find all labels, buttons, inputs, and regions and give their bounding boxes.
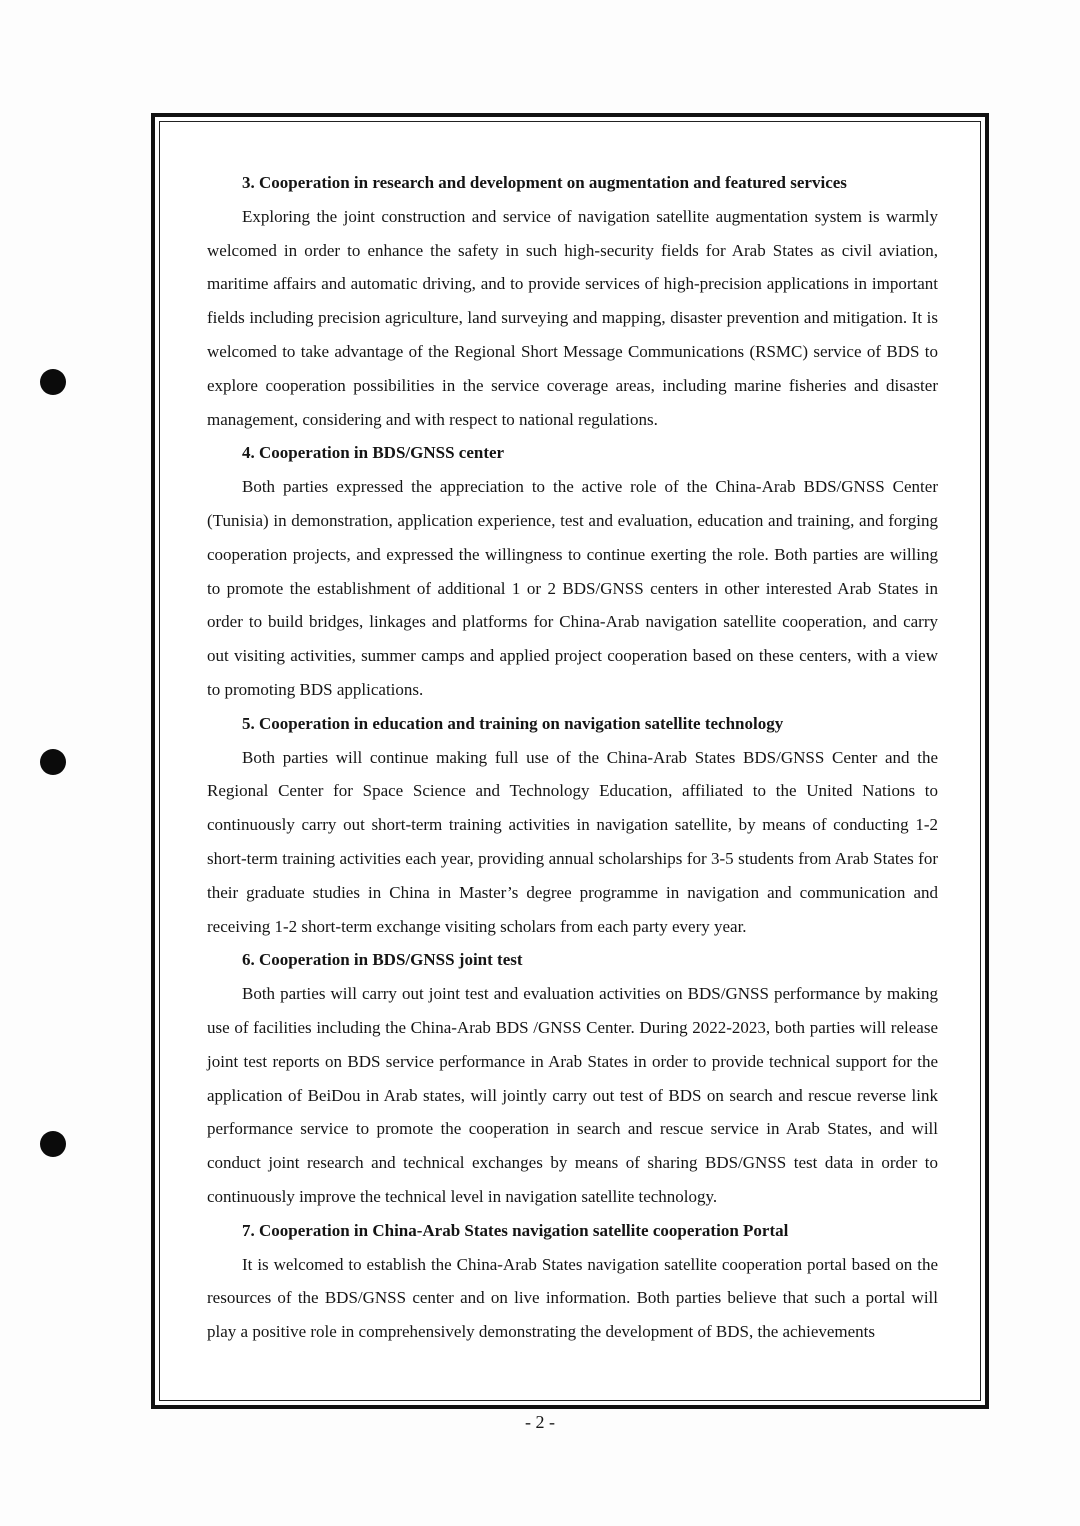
section-heading: 4. Cooperation in BDS/GNSS center [242,443,505,463]
section-heading: 6. Cooperation in BDS/GNSS joint test [242,950,523,970]
section-paragraph: Both parties will carry out joint test and evaluation activities on BDS/GNSS performance by making use of facilities including the China-Arab BDS /GNSS Center. During 2022-2023, both parties will release joint test reports on BDS service performance in Arab States in order to provide technical support for the application of BeiDou in Arab states, will jointly carry out test of BDS on search and rescue reverse link performance service to promote the cooperation in search and rescue service in Arab States, and will conduct joint research and technical exchanges by means of sharing BDS/GNSS test data in order to continuously improve the technical level in navigation satellite technology. [207,984,938,1206]
section-heading: 3. Cooperation in research and development on augmentation and featured services [242,173,847,192]
page-number: - 2 - [525,1412,555,1432]
document-body [207,166,938,1349]
section-paragraph: Both parties expressed the appreciation to the active role of the China-Arab BDS/GNSS Center (Tunisia) in demonstration, application experience, test and evaluation, education and training, and forging cooperation projects, and expressed the willingness to continue exerting the role. Both parties are willing to promote the establishment of additional 1 or 2 BDS/GNSS centers in other interested Arab States in order to build bridges, linkages and platforms for China-Arab navigation satellite cooperation, and carry out visiting activities, summer camps and applied project cooperation based on these centers, with a view to promoting BDS applications. [207,477,938,699]
punch-hole-mark [40,749,66,775]
section-paragraph: Both parties will continue making full use of the China-Arab States BDS/GNSS Center and the Regional Center for Space Science and Technology Education, affiliated to the United Nations to continuously carry out short-term training activities in navigation satellite, by means of conducting 1-2 short-term training activities each year, providing annual scholarships for 3-5 students from Arab States for their graduate studies in China in Master’s degree programme in navigation and communication and receiving 1-2 short-term exchange visiting scholars from each party every year. [207,747,938,936]
punch-hole-mark [40,1131,66,1157]
section-heading: 7. Cooperation in China-Arab States navigation satellite cooperation Portal [242,1220,789,1240]
section-paragraph: Exploring the joint construction and service of navigation satellite augmentation system is warmly welcomed in order to enhance the safety in such high-security fields for Arab States as civil aviation, maritime affairs and automatic driving, and to provide services of high-precision applications in important fields including precision agriculture, land surveying and mapping, disaster prevention and mitigation. It is welcomed to take advantage of the Regional Short Message Communications (RSMC) service of BDS to explore cooperation possibilities in the service coverage areas, including marine fisheries and disaster management, considering and with respect to national regulations. [207,206,938,429]
section-heading: 5. Cooperation in education and training on navigation satellite technology [242,713,784,733]
section-paragraph: It is welcomed to establish the China-Arab States navigation satellite cooperation portal based on the resources of the BDS/GNSS center and on live information. Both parties believe that such a portal will play a positive role in comprehensively demonstrating the development of BDS, the achievements [207,1254,938,1342]
punch-hole-mark [40,369,66,395]
